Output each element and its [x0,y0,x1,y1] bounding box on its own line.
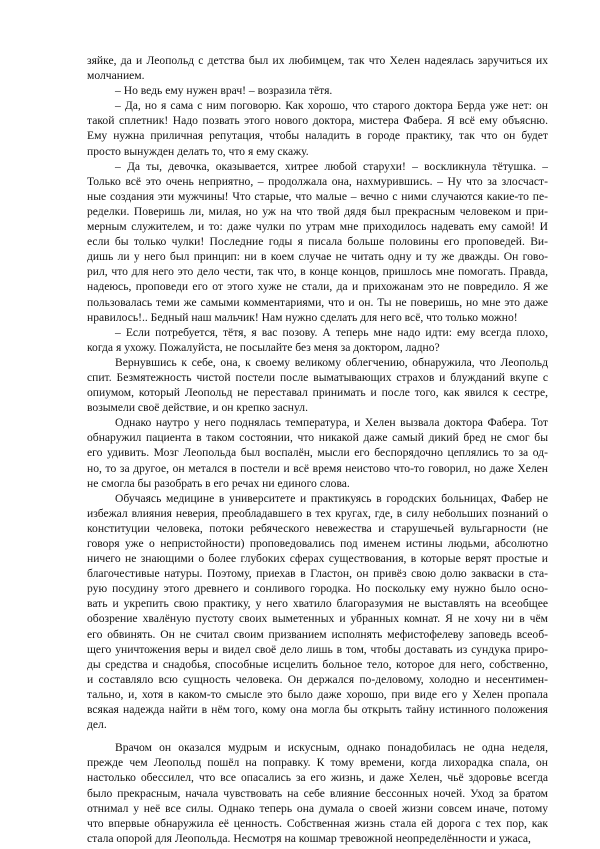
text-line: пользовалась теми же самыми комментариями, что и он. Ты не поверишь, но мне это даже [87,295,548,309]
text-line: ды средства и снадобья, способные исцелить больное тело, которое для него, собственно, [87,657,548,671]
text-line: молчанием. [87,69,145,83]
text-line: Врачом он оказался мудрым и искусным, однако понадобилась не одна неделя, [115,741,548,755]
text-line: было прекрасным, начала чувствовать на себе влияние бессонных ночей. Уход за братом [87,786,548,800]
text-line: опиумом, который Леопольд не переставал принимать и после того, как явился к сестре, [87,386,548,400]
paragraph [87,98,548,158]
paragraph [87,83,548,98]
paragraph [87,491,548,733]
text-line: надеюсь, проповеди его от этого хуже не стали, да и прихожанам это не повредило. Я же [87,280,548,294]
text-line: благочестивые натуры. Поэтому, приехав в Гластон, он привёз свою долю закваски в ста- [87,567,548,581]
text-line: Однако наутро у него поднялась температура, и Хелен вызвала доктора Фабера. Тот [115,416,548,430]
text-line: прежде чем Леопольд пошёл на поправку. К тому времени, когда лихорадка спала, он [87,756,548,770]
text-line: избежал влияния неверия, преобладавшего в тех кругах, где, в силу небольших познаний о [87,506,548,520]
text-line: – Да ты, девочка, оказывается, хитрее любой старухи! – воскликнула тётушка. – [115,159,548,173]
text-line: что впервые обнаружила её ценность. Собственная жизнь стала ей дорога с тех пор, как [87,816,548,830]
paragraph [87,355,548,415]
paragraph [87,415,548,490]
text-line: дел. [87,718,107,732]
text-line: настолько обессилел, что все опасались за его жизнь, и даже Хелен, чьё здоровье всегда [87,771,548,785]
text-line: тально, и, хотя в каком-то смысле это было даже хорошо, при виде его у Хелен пропала [87,687,548,701]
body-text [87,53,548,846]
text-line: не смогла бы разобрать в его речах ни единого слова. [87,476,350,490]
text-line: мерным служителем, и то: даже чулки по утрам мне приходилось надевать ему самой! И [87,220,548,234]
text-line: если бы только чулки! Последние годы я писала больше половины его проповедей. Ви- [87,235,548,249]
text-line: ные создания эти мужчины! Что старые, что малые – вечно с ними случаются какие-то пе- [87,189,548,203]
text-line: Вернувшись к себе, она, к своему великому облегчению, обнаружила, что Леопольд [115,355,548,369]
text-line: говоря уже о непристойности) проповедовались под именем истины людьми, абсолютно [87,537,548,550]
paragraph-gap [87,732,548,740]
paragraph [87,740,548,846]
text-line: спит. Безмятежность чистой постели после выматывающих страхов и блужданий вкупе с [87,370,548,384]
text-line: его обвинять. Он не считал своим призванием исполнять мефистофелеву заповедь всеоб- [87,627,548,641]
text-line: щего уничтожения веры и видел своё дело лишь в том, чтобы доставать из сундука приро- [87,642,548,656]
text-line: – Но ведь ему нужен врач! – возразила тётя. [115,84,333,98]
text-line: зяйке, да и Леопольд с детства был их любимцем, так что Хелен надеялась заручиться их [87,54,548,67]
text-line: Обучаясь медицине в университете и практикуясь в городских больницах, Фабер не [115,491,548,505]
paragraph [87,53,548,83]
text-line: ничего не знающими о более глубоких сферах существования, в которые верят простые и [87,552,548,566]
text-line: – Да, но я сама с ним поговорю. Как хорошо, что старого доктора Берда уже нет: он [115,99,548,113]
text-line: отнимал у неё все силы. Однако теперь она думала о своей жизни совсем иначе, потому [87,801,548,815]
text-line: дишь ли у него был принцип: ни в коем случае не читать одну и ту же дважды. Он гово- [87,250,548,264]
paragraph [87,325,548,355]
text-line: Только всё это очень неприятно, – продолжала она, нахмурившись. – Ну что за злосчаст- [87,174,548,188]
text-line: его удивить. Мозг Леопольда был воспалён, мысли его беспорядочно цеплялись то за од- [87,446,548,460]
text-line: возымели своё действие, и он крепко заснул. [87,401,308,415]
text-line: нравилось!.. Бедный наш мальчик! Нам нужно сделать для него всё, что только можно! [87,310,518,324]
text-line: всякая надежда найти в нём того, кому она могла бы открыть тайну истинного положения [87,703,548,717]
text-line: ределки. Поверишь ли, милая, но уж на что твой дядя был прекрасным человеком и при- [87,204,548,218]
text-line: и составляло всю сущность человека. Он держался по-деловому, холодно и несентимен- [87,672,548,686]
text-line: конституции человека, потоки ребяческого невежества и старушечьей вульгарности (не [87,521,548,535]
text-line: такой сплетник! Надо позвать этого нового доктора, мистера Фабера. Я всё ему объясню. [87,114,548,128]
text-line: вать и укрепить свою практику, у него хватило благоразумия не выставлять на всеобщее [87,597,548,611]
text-line: но, то за другое, он метался в постели и всё время неистово что-то говорил, но даже Хелен [87,461,548,475]
text-line: когда я ухожу. Пожалуйста, не посылайте без меня за доктором, ладно? [87,340,440,354]
paragraph [87,159,548,325]
text-line: рил, что для него это дело чести, так что, в конце концов, пришлось мне помогать. Правда, [87,265,548,279]
text-line: просто вынужден делать то, что я ему скажу. [87,144,309,158]
text-line: Ему нужна приличная репутация, чтобы наладить в городе практику, так что он будет [87,129,548,143]
text-line: обнаружил пациента в таком состоянии, что никакой даже самый дикий бред не смог бы [87,431,548,445]
text-line: – Если потребуется, тётя, я вас позову. А теперь мне надо идти: ему всегда плохо, [115,325,548,339]
text-line: рую посудину этого древнего и сонливого городка. Но поскольку ему нужно было осно- [87,582,548,596]
text-line: обозрение хвалёную пустоту своих выметенных и убранных комнат. Я не хочу ни в чём [87,612,548,626]
text-line: стала опорой для Леопольда. Несмотря на кошмар тревожной неопределённости и ужаса, [87,831,531,845]
